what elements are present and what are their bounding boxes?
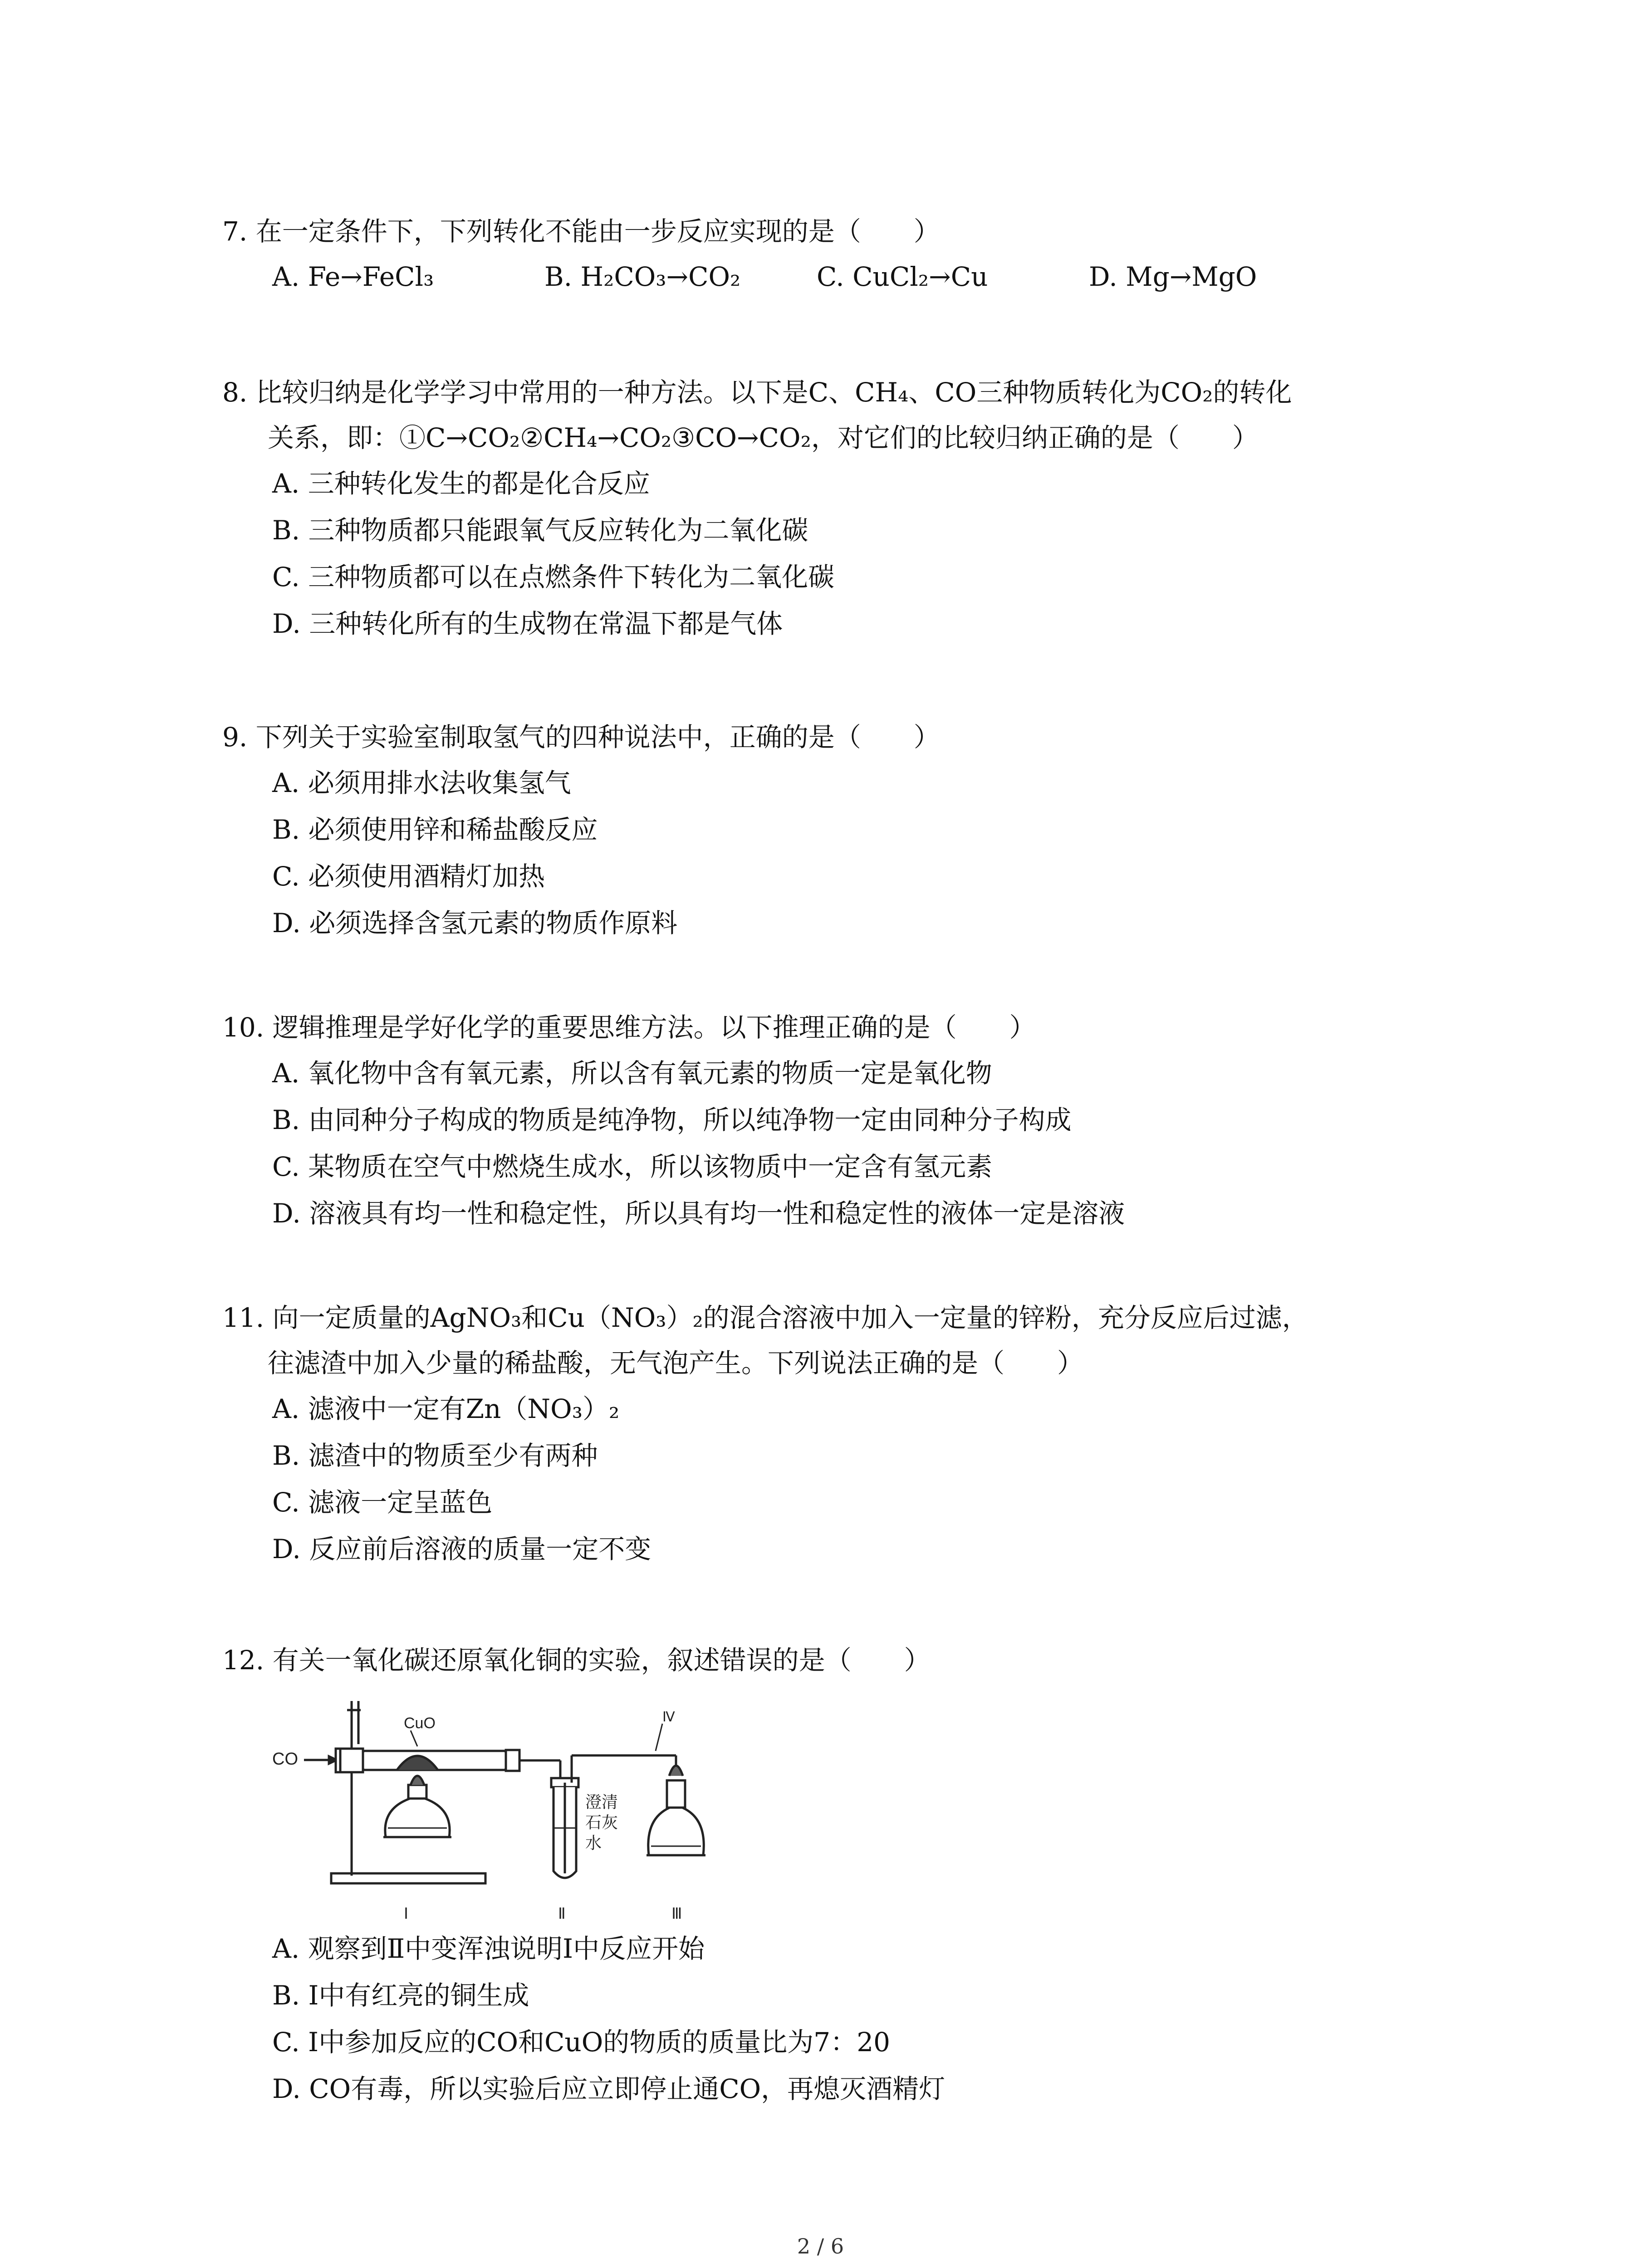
question-7-option-b: B. H₂CO₃→CO₂ <box>544 261 741 292</box>
question-10 <box>222 1005 1447 1237</box>
question-9-stem: 9. 下列关于实验室制取氢气的四种说法中，正确的是（ ） <box>222 722 940 753</box>
page-number: 2 / 6 <box>797 2234 844 2258</box>
question-8-stem-line-1: 8. 比较归纳是化学学习中常用的一种方法。以下是C、CH₄、CO三种物质转化为CO₂的转化 <box>222 377 1292 408</box>
question-12-option-a: A. 观察到Ⅱ中变浑浊说明Ⅰ中反应开始 <box>272 1933 705 1964</box>
question-8-option-d: D. 三种转化所有的生成物在常温下都是气体 <box>272 608 783 639</box>
alcohol-lamp-1 <box>385 1796 450 1837</box>
question-11-option-b: B. 滤渣中的物质至少有两种 <box>272 1440 598 1471</box>
question-10-option-c: C. 某物质在空气中燃烧生成水，所以该物质中一定含有氢元素 <box>272 1151 993 1182</box>
question-7-stem: 7. 在一定条件下，下列转化不能由一步反应实现的是（ ） <box>222 216 940 247</box>
question-10-option-d: D. 溶液具有均一性和稳定性，所以具有均一性和稳定性的液体一定是溶液 <box>272 1198 1125 1229</box>
label-cuo: CuO <box>404 1715 436 1732</box>
question-8-option-a: A. 三种转化发生的都是化合反应 <box>272 468 650 499</box>
iron-stand-base <box>331 1873 485 1883</box>
question-8-stem-line-2: 关系，即：①C→CO₂②CH₄→CO₂③CO→CO₂，对它们的比较归纳正确的是（ ） <box>268 422 1259 453</box>
question-12-option-b: B. Ⅰ中有红亮的铜生成 <box>272 1980 529 2011</box>
question-8-option-b: B. 三种物质都只能跟氧气反应转化为二氧化碳 <box>272 515 808 546</box>
question-9-option-b: B. 必须使用锌和稀盐酸反应 <box>272 814 598 845</box>
question-9-option-d: D. 必须选择含氢元素的物质作原料 <box>272 908 678 938</box>
question-7 <box>222 209 1447 299</box>
label-ii: Ⅱ <box>558 1905 566 1922</box>
question-12-option-d: D. CO有毒，所以实验后应立即停止通CO，再熄灭酒精灯 <box>272 2073 945 2104</box>
question-11-option-c: C. 滤液一定呈蓝色 <box>272 1487 493 1518</box>
question-12-option-c: C. Ⅰ中参加反应的CO和CuO的物质的质量比为7：20 <box>272 2027 891 2058</box>
question-9-option-a: A. 必须用排水法收集氢气 <box>272 767 571 798</box>
question-12-stem: 12. 有关一氧化碳还原氧化铜的实验，叙述错误的是（ ） <box>222 1645 931 1676</box>
label-co: CO <box>272 1750 298 1769</box>
question-11 <box>222 1295 1447 1573</box>
question-7-options <box>222 254 1447 299</box>
question-8 <box>222 370 1447 647</box>
label-iii: Ⅲ <box>671 1905 682 1922</box>
question-9 <box>222 714 1447 947</box>
label-limewater-3: 水 <box>585 1833 602 1852</box>
question-12-options <box>222 1926 1447 2112</box>
question-11-option-d: D. 反应前后溶液的质量一定不变 <box>272 1534 652 1564</box>
question-12 <box>222 1637 1447 1683</box>
question-9-option-c: C. 必须使用酒精灯加热 <box>272 861 545 892</box>
question-10-option-a: A. 氧化物中含有氧元素，所以含有氧元素的物质一定是氧化物 <box>272 1058 992 1089</box>
question-11-option-a: A. 滤液中一定有Zn（NO₃）₂ <box>272 1393 620 1424</box>
question-10-option-b: B. 由同种分子构成的物质是纯净物，所以纯净物一定由同种分子构成 <box>272 1105 1072 1135</box>
question-7-option-c: C. CuCl₂→Cu <box>817 261 988 292</box>
question-11-stem-line-2: 往滤渣中加入少量的稀盐酸，无气泡产生。下列说法正确的是（ ） <box>268 1348 1084 1378</box>
label-limewater-2: 石灰 <box>585 1813 618 1832</box>
question-10-stem: 10. 逻辑推理是学好化学的重要思维方法。以下推理正确的是（ ） <box>222 1012 1036 1043</box>
question-7-option-a: A. Fe→FeCl₃ <box>272 261 434 292</box>
label-iv: Ⅳ <box>662 1710 675 1725</box>
label-limewater-1: 澄清 <box>585 1793 618 1811</box>
co-reduction-apparatus-diagram <box>272 1692 753 1928</box>
question-11-stem-line-1: 11. 向一定质量的AgNO₃和Cu（NO₃）₂的混合溶液中加入一定量的锌粉，充分反应后过滤， <box>222 1302 1308 1333</box>
question-7-option-d: D. Mg→MgO <box>1089 261 1257 292</box>
label-i: Ⅰ <box>404 1905 409 1922</box>
question-8-option-c: C. 三种物质都可以在点燃条件下转化为二氧化碳 <box>272 562 835 592</box>
alcohol-lamp-3 <box>648 1805 704 1855</box>
